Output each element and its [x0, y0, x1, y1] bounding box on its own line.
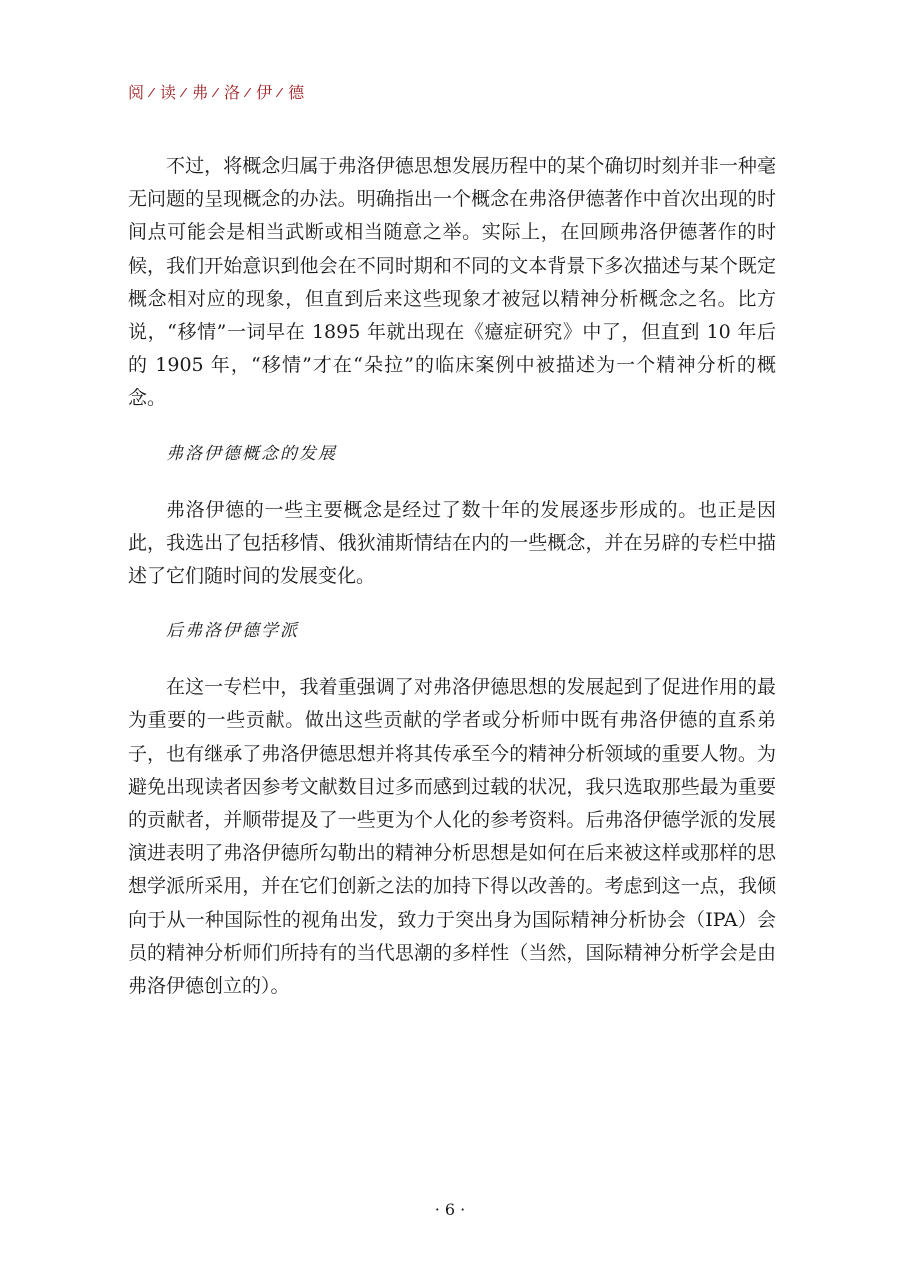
- header-char: 阅: [128, 83, 146, 102]
- header-separator: [276, 86, 285, 98]
- page-content: [128, 150, 776, 1003]
- paragraph-post-freudian: 在这一专栏中，我着重强调了对弗洛伊德思想的发展起到了促进作用的最为重要的一些贡献。做出这些贡献的学者或分析师中既有弗洛伊德的直系弟子，也有继承了弗洛伊德思想并将其传承至今的精神分析领域的重要人物。为避免出现读者因参考文献数目过多而感到过载的状况，我只选取那些最为重要的贡献者，并顺带提及了一些更为个人化的参考资料。后弗洛伊德学派的发展演进表明了弗洛伊德所勾勒出的精神分析思想是如何在后来被这样或那样的思想学派所采用，并在它们创新之法的加持下得以改善的。考虑到这一点，我倾向于从一种国际性的视角出发，致力于突出身为国际精神分析协会（IPA）会员的精神分析师们所持有的当代思潮的多样性（当然，国际精神分析学会是由弗洛伊德创立的）。: [128, 676, 776, 998]
- header-char: 读: [160, 83, 178, 102]
- running-header: [128, 80, 305, 103]
- header-separator: [180, 86, 189, 98]
- header-separator: [212, 86, 221, 98]
- paragraph-concept-dating: 不过，将概念归属于弗洛伊德思想发展历程中的某个确切时刻并非一种毫无问题的呈现概念的办法。明确指出一个概念在弗洛伊德著作中首次出现的时间点可能会是相当武断或相当随意之举。实际上，在回顾弗洛伊德著作的时候，我们开始意识到他会在不同时期和不同的文本背景下多次描述与某个既定概念相对应的现象，但直到后来这些现象才被冠以精神分析概念之名。比方说，“移情”一词早在 1895 年就出现在《癔症研究》中了，但直到 10 年后的 1905 年，“移情”才在“朵拉”的临床案例中被描述为一个精神分析的概念。: [128, 155, 776, 410]
- section-heading-post-freudian: 后弗洛伊德学派: [166, 621, 299, 642]
- header-char: 伊: [256, 83, 274, 102]
- header-separator: [148, 86, 157, 98]
- section-heading-concept-development: 弗洛伊德概念的发展: [166, 443, 337, 464]
- header-char: 弗: [192, 83, 210, 102]
- header-char: 洛: [224, 83, 242, 102]
- page-number: · 6 ·: [434, 1200, 466, 1219]
- header-char: 德: [288, 83, 306, 102]
- header-separator: [244, 86, 253, 98]
- paragraph-concept-development: 弗洛伊德的一些主要概念是经过了数十年的发展逐步形成的。也正是因此，我选出了包括移情、俄狄浦斯情结在内的一些概念，并在另辟的专栏中描述了它们随时间的发展变化。: [128, 498, 776, 588]
